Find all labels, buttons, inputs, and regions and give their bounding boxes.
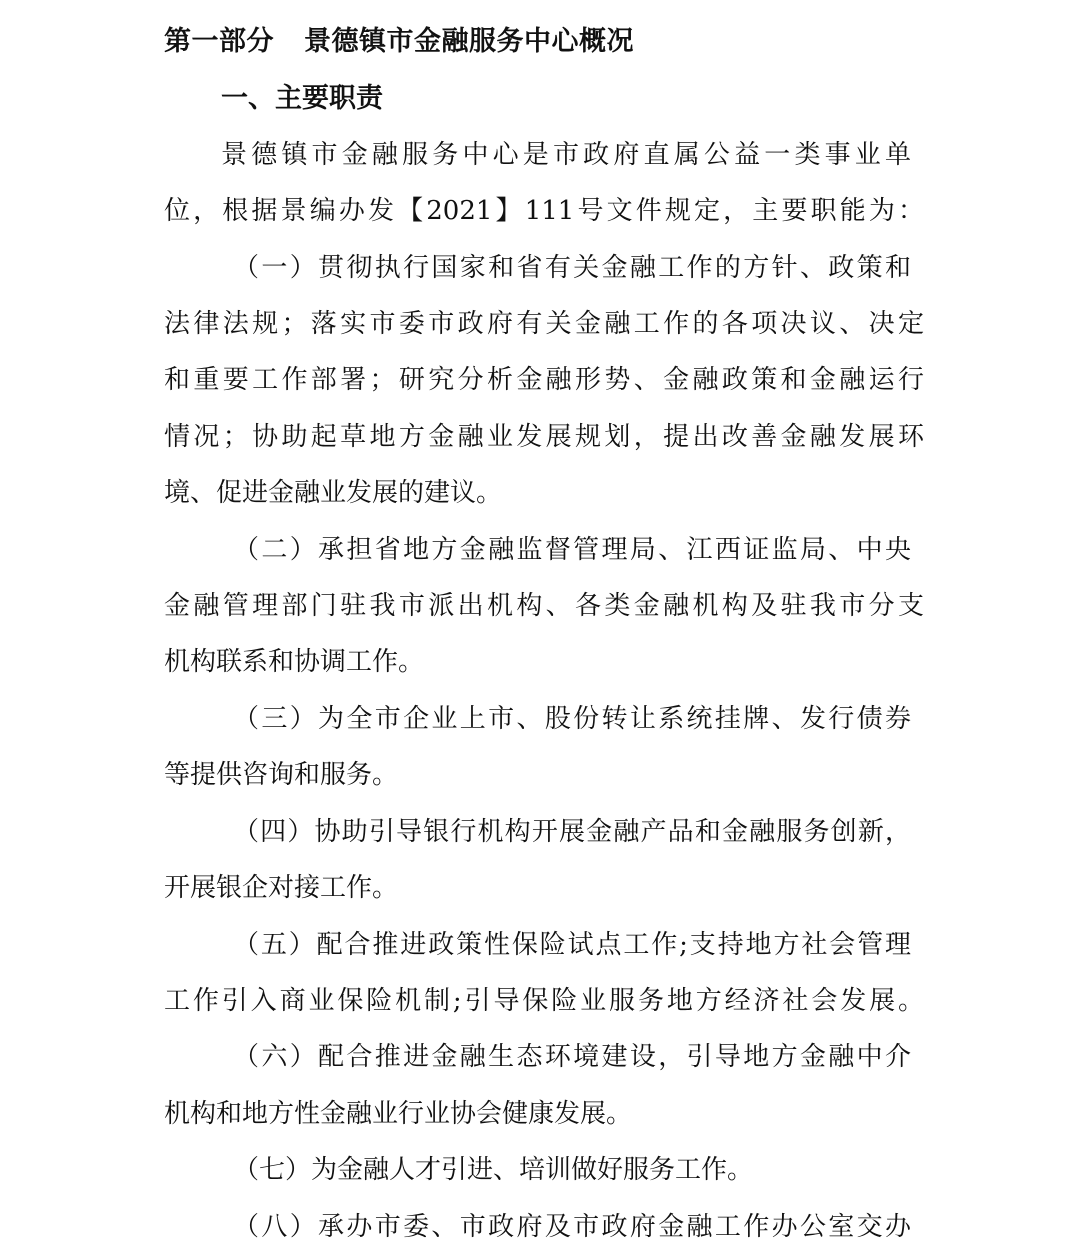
paragraph-line: （八）承办市委、市政府及市政府金融工作办公室交办 xyxy=(233,1212,911,1242)
paragraph-line: 开展银企对接工作。 xyxy=(164,873,399,903)
paragraph-line: 机构和地方性金融业行业协会健康发展。 xyxy=(164,1099,633,1129)
paragraph-line: 等提供咨询和服务。 xyxy=(164,760,399,790)
paragraph-line: （七）为金融人才引进、培训做好服务工作。 xyxy=(233,1155,754,1185)
part-label: 第一部分 xyxy=(164,26,274,57)
paragraph-line: 工作引入商业保险机制;引导保险业服务地方经济社会发展。 xyxy=(164,986,924,1016)
paragraph-line: 位，根据景编办发【2021】111号文件规定，主要职能为： xyxy=(164,196,924,226)
paragraph-line: （六）配合推进金融生态环境建设，引导地方金融中介 xyxy=(233,1042,911,1072)
paragraph-line: （四）协助引导银行机构开展金融产品和金融服务创新， xyxy=(233,817,911,847)
paragraph-line: 境、促进金融业发展的建议。 xyxy=(164,478,503,508)
paragraph-line: 金融管理部门驻我市派出机构、各类金融机构及驻我市分支 xyxy=(164,591,924,621)
paragraph-line: 景德镇市金融服务中心是市政府直属公益一类事业单 xyxy=(221,140,911,170)
part-name: 景德镇市金融服务中心概况 xyxy=(304,26,634,57)
paragraph-line: （五）配合推进政策性保险试点工作;支持地方社会管理 xyxy=(233,930,911,960)
part-title xyxy=(164,24,634,60)
paragraph-line: 和重要工作部署；研究分析金融形势、金融政策和金融运行 xyxy=(164,365,924,395)
paragraph-line: （一）贯彻执行国家和省有关金融工作的方针、政策和 xyxy=(233,253,911,283)
paragraph-line: 情况；协助起草地方金融业发展规划，提出改善金融发展环 xyxy=(164,422,924,452)
section-heading: 一、主要职责 xyxy=(221,83,383,114)
paragraph-line: （三）为全市企业上市、股份转让系统挂牌、发行债券 xyxy=(233,704,911,734)
paragraph-line: 机构联系和协调工作。 xyxy=(164,647,425,677)
paragraph-line: （二）承担省地方金融监督管理局、江西证监局、中央 xyxy=(233,535,911,565)
paragraph-line: 法律法规；落实市委市政府有关金融工作的各项决议、决定 xyxy=(164,309,924,339)
